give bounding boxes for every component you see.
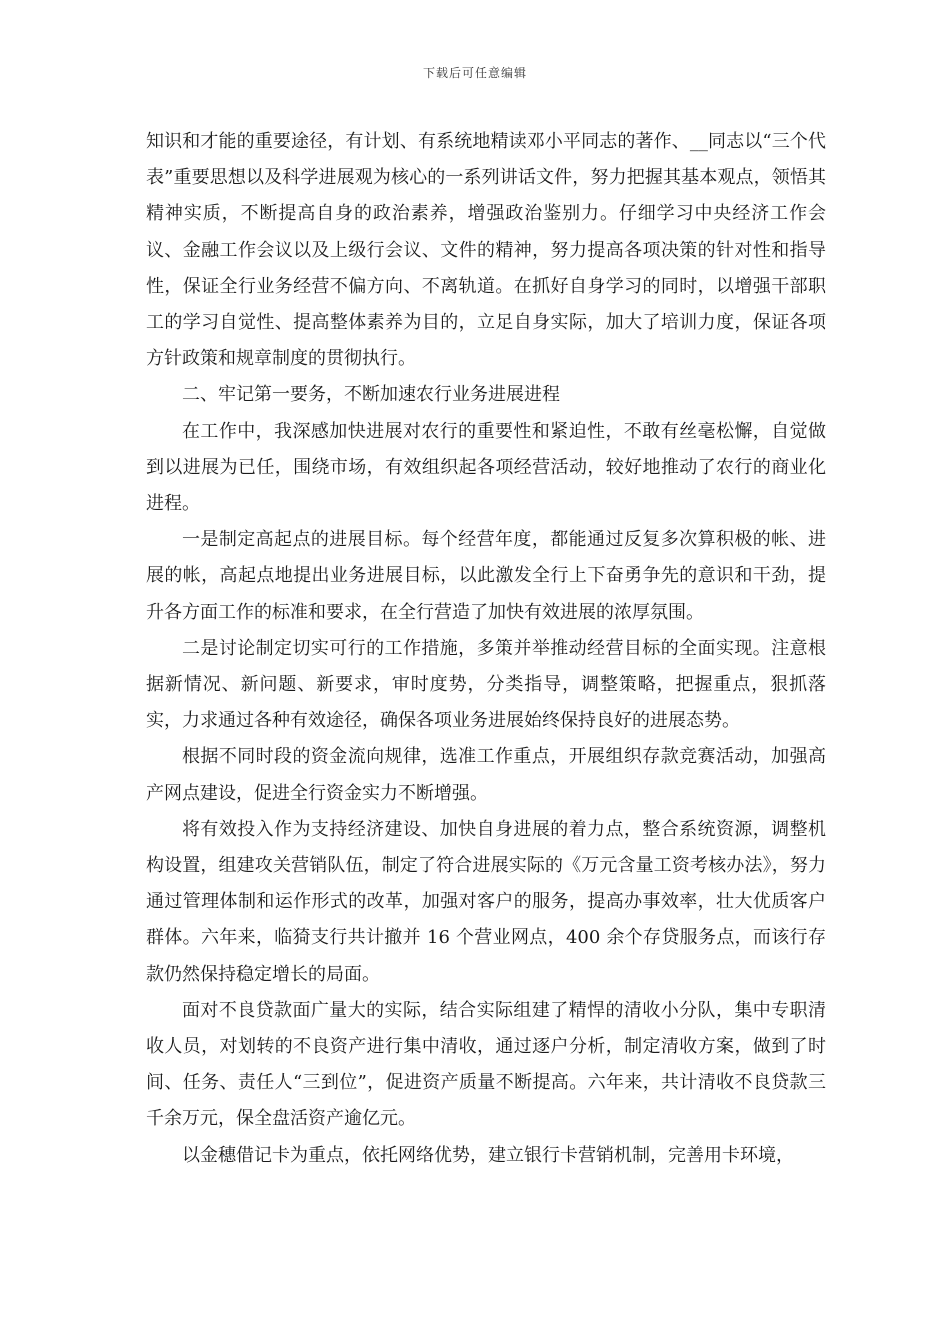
paragraph-4: 二是讨论制定切实可行的工作措施，多策并举推动经营目标的全面实现。注意根据新情况、新问题、新要求，审时度势，分类指导，调整策略，把握重点，狠抓落实，力求通过各种有效途径，确保各项业务进展始终保持良好的进展态势。 [146,637,826,732]
paragraph-2: 在工作中，我深感加快进展对农行的重要性和紧迫性，不敢有丝毫松懈，自觉做到以进展为已任，围绕市场，有效组织起各项经营活动，较好地推动了农行的商业化进程。 [146,420,826,515]
paragraph-5: 根据不同时段的资金流向规律，选准工作重点，开展组织存款竞赛活动，加强高产网点建设，促进全行资金实力不断增强。 [146,746,826,804]
paragraph-1: 知识和才能的重要途径，有计划、有系统地精读邓小平同志的著作、__同志以“三个代表”重要思想以及科学进展观为核心的一系列讲话文件，努力把握其基本观点，领悟其精神实质，不断提高自身的政治素养，增强政治鉴别力。仔细学习中央经济工作会议、金融工作会议以及上级行会议、文件的精神，努力提高各项决策的针对性和指导性，保证全行业务经营不偏方向、不离轨道。在抓好自身学习的同时，以增强干部职工的学习自觉性、提高整体素养为目的，立足自身实际，加大了培训力度，保证各项方针政策和规章制度的贯彻执行。 [146,131,826,370]
page-header: 下载后可任意编辑 [422,66,527,80]
document-body [146,124,826,1174]
section-heading: 二、牢记第一要务，不断加速农行业务进展进程 [182,384,560,406]
paragraph-3: 一是制定高起点的进展目标。每个经营年度，都能通过反复多次算积极的帐、进展的帐，高起点地提出业务进展目标，以此激发全行上下奋勇争先的意识和干劲，提升各方面工作的标准和要求，在全行营造了加快有效进展的浓厚氛围。 [146,529,826,623]
paragraph-7: 面对不良贷款面广量大的实际，结合实际组建了精悍的清收小分队，集中专职清收人员，对划转的不良资产进行集中清收，通过逐户分析，制定清收方案，做到了时间、任务、责任人“三到位”，促进资产质量不断提高。六年来，共计清收不良贷款三千余万元，保全盘活资产逾亿元。 [146,999,826,1130]
paragraph-6: 将有效投入作为支持经济建设、加快自身进展的着力点，整合系统资源，调整机构设置，组建攻关营销队伍，制定了符合进展实际的《万元含量工资考核办法》，努力通过管理体制和运作形式的改革，加强对客户的服务，提高办事效率，壮大优质客户群体。六年来，临猗支行共计撤并 16 个营业网点，400 余个存贷服务点，而该行存款仍然保持稳定增长的局面。 [146,818,826,985]
paragraph-8: 以金穗借记卡为重点，依托网络优势，建立银行卡营销机制，完善用卡环境， [182,1144,794,1166]
